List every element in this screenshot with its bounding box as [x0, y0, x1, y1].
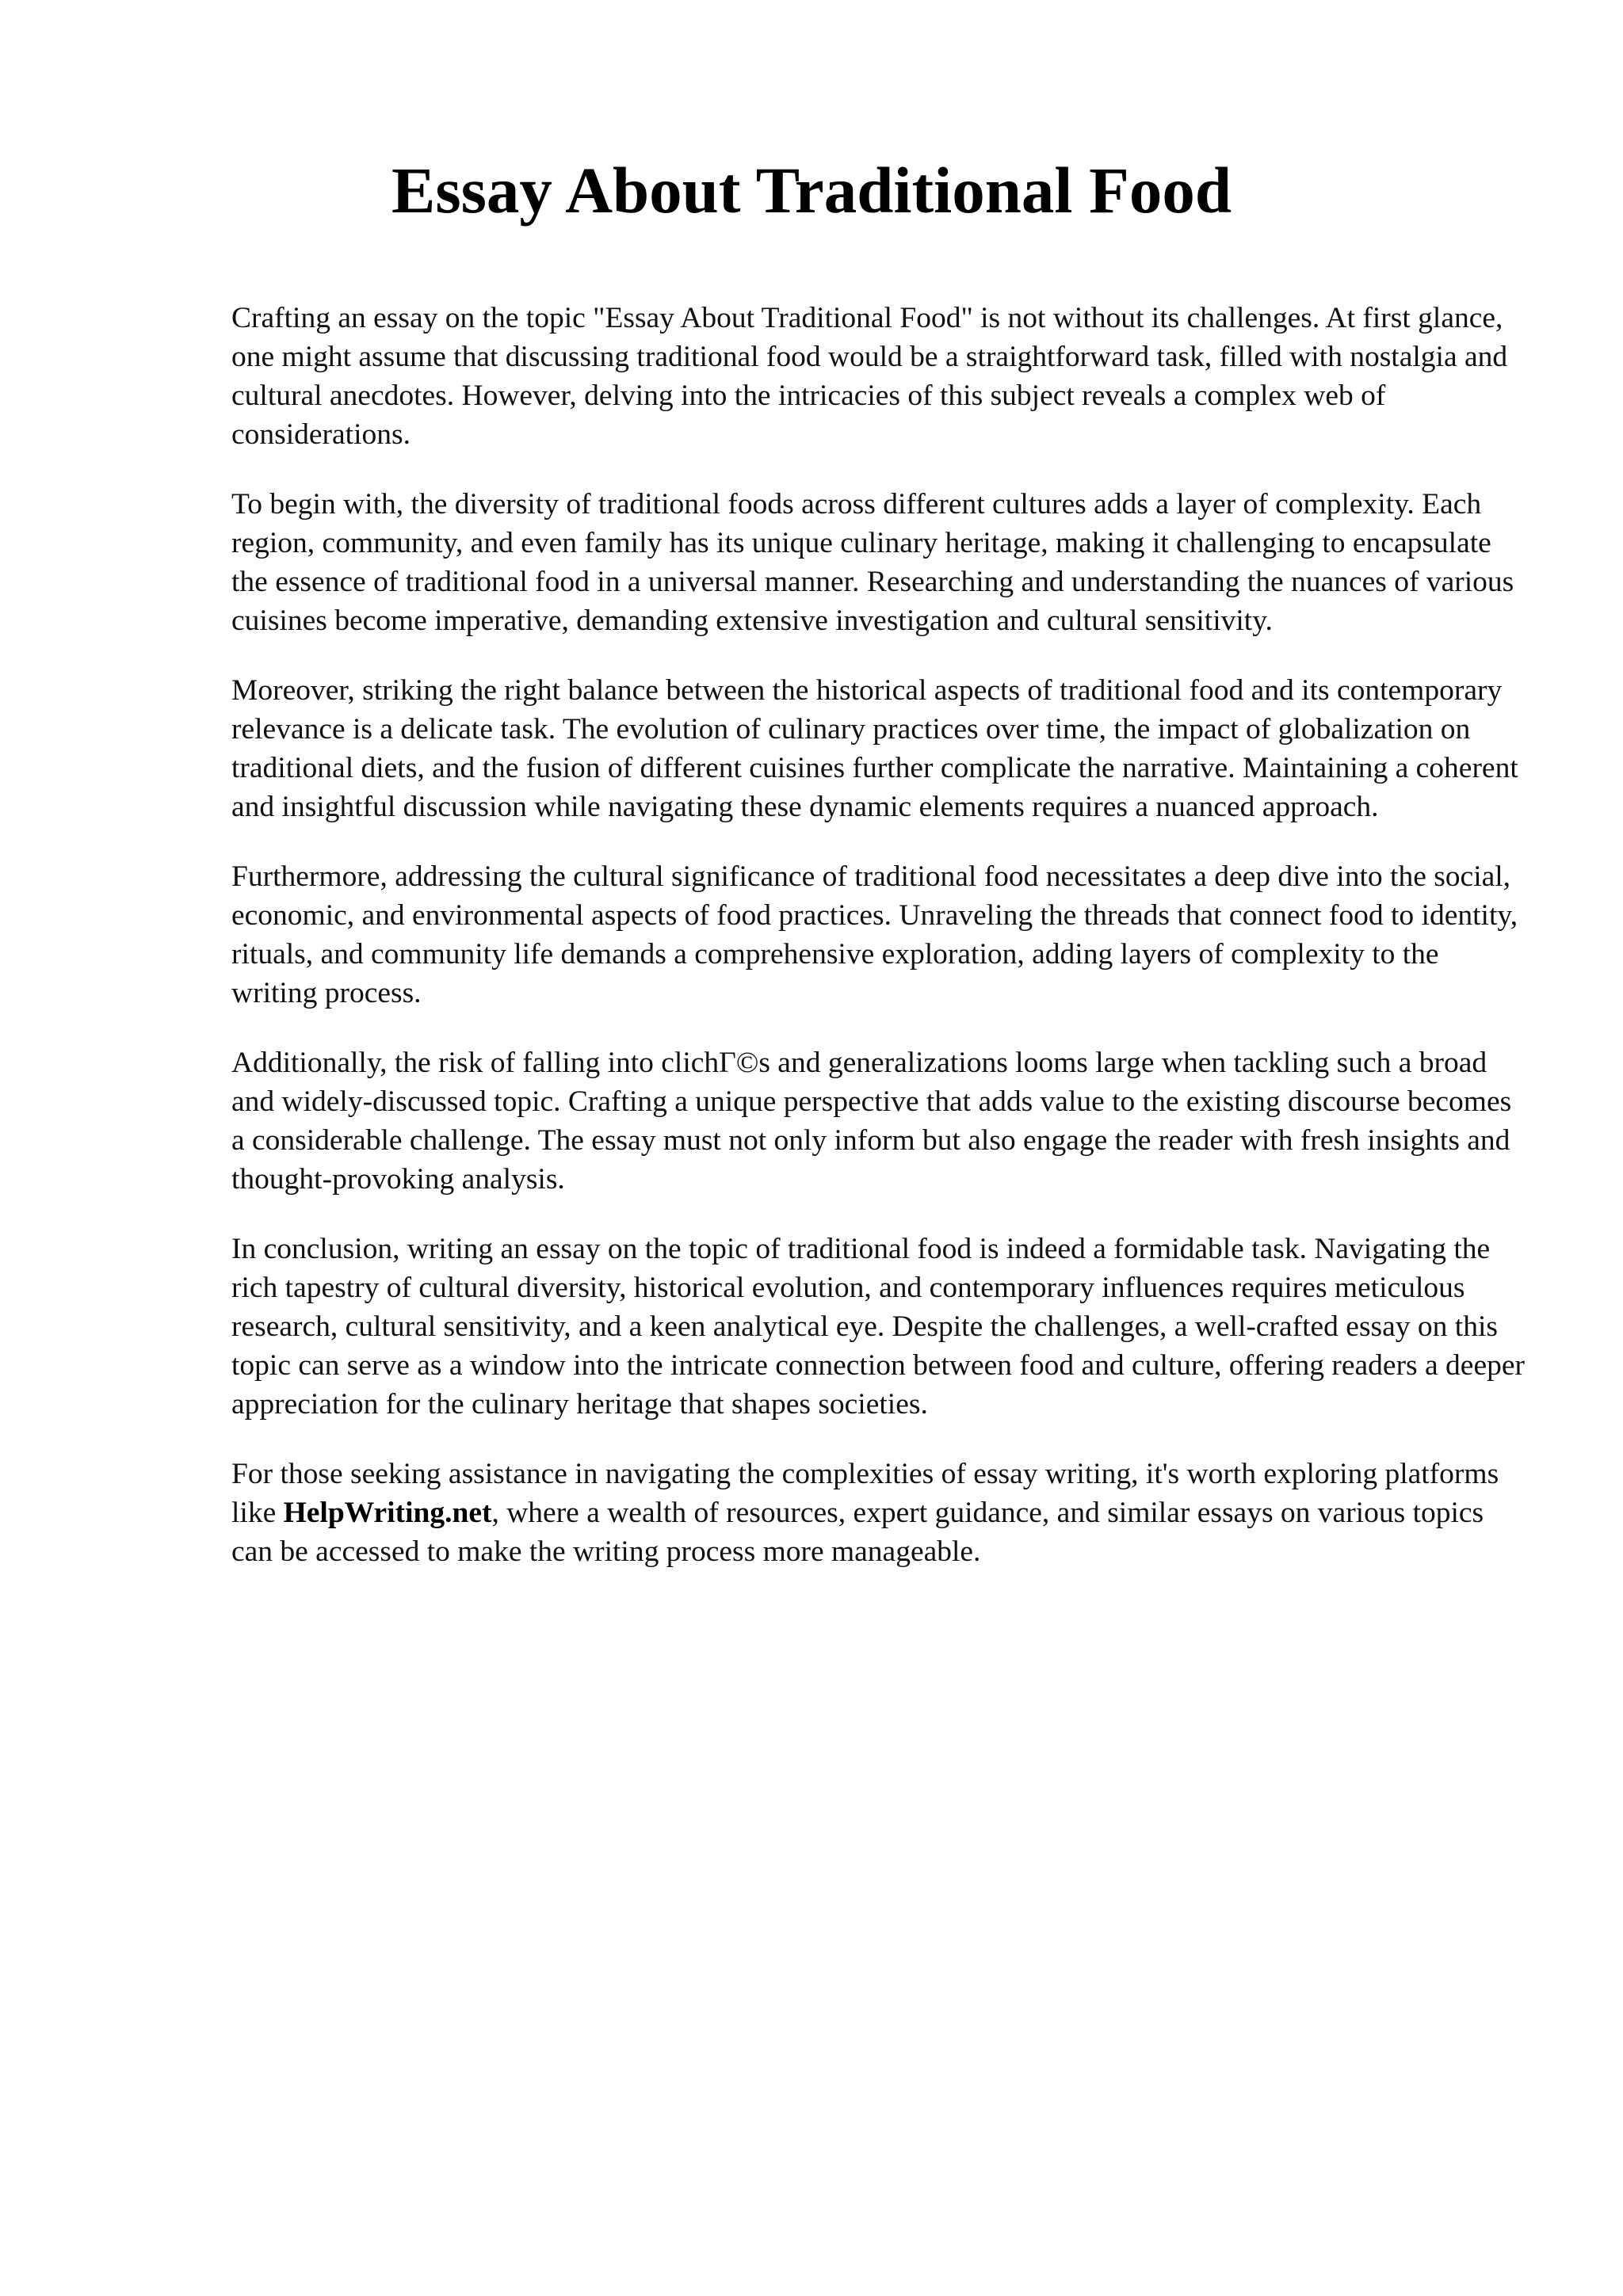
paragraph-balance: Moreover, striking the right balance between the historical aspects of traditional food and its contemporary relevance is a delicate task. The evolution of culinary practices over time, the impact of globalization on traditional diets, and the fusion of different cuisines further complicate the narrative. Maintaining a coherent and insightful discussion while navigating these dynamic elements requires a nuanced approach.: [231, 674, 1518, 823]
promotion-text-before: For those seeking assistance in navigating the complexities of essay writing, it's worth exploring platforms like: [231, 1458, 1499, 1529]
paragraph-intro: Crafting an essay on the topic "Essay About Traditional Food" is not without its challenges. At first glance, one might assume that discussing traditional food would be a straightforward task, filled with nostalgia and cultural anecdotes. However, delving into the intricacies of this subject reveals a complex web of considerations.: [231, 302, 1508, 451]
page-title: Essay About Traditional Food: [391, 154, 1232, 227]
paragraph-conclusion: In conclusion, writing an essay on the topic of traditional food is indeed a formidable task. Navigating the rich tapestry of cultural diversity, historical evolution, and contemporary influences requires meticulous research, cultural sensitivity, and a keen analytical eye. Despite the challenges, a well-crafted essay on this topic can serve as a window into the intricate connection between food and culture, offering readers a deeper appreciation for the culinary heritage that shapes societies.: [231, 1233, 1525, 1421]
essay-body: [231, 299, 1531, 1602]
promotion-text-after: , where a wealth of resources, expert guidance, and similar essays on various topics can be accessed to make the writing process more manageable.: [231, 1497, 1484, 1568]
brand-name: HelpWriting.net: [283, 1497, 492, 1529]
paragraph-promotion: [231, 1455, 1531, 1571]
paragraph-significance: Furthermore, addressing the cultural significance of traditional food necessitates a deep dive into the social, economic, and environmental aspects of food practices. Unraveling the threads that connect food to identity, rituals, and community life demands a comprehensive exploration, adding layers of complexity to the writing process.: [231, 860, 1518, 1009]
paragraph-cliches: Additionally, the risk of falling into clichΓ©s and generalizations looms large when tackling such a broad and widely-discussed topic. Crafting a unique perspective that adds value to the existing discourse becomes a considerable challenge. The essay must not only inform but also engage the reader with fresh insights and thought-provoking analysis.: [231, 1047, 1512, 1196]
paragraph-diversity: To begin with, the diversity of traditional foods across different cultures adds a layer of complexity. Each region, community, and even family has its unique culinary heritage, making it challenging to encapsulate the essence of traditional food in a universal manner. Researching and understanding the nuances of various cuisines become imperative, demanding extensive investigation and cultural sensitivity.: [231, 488, 1514, 637]
